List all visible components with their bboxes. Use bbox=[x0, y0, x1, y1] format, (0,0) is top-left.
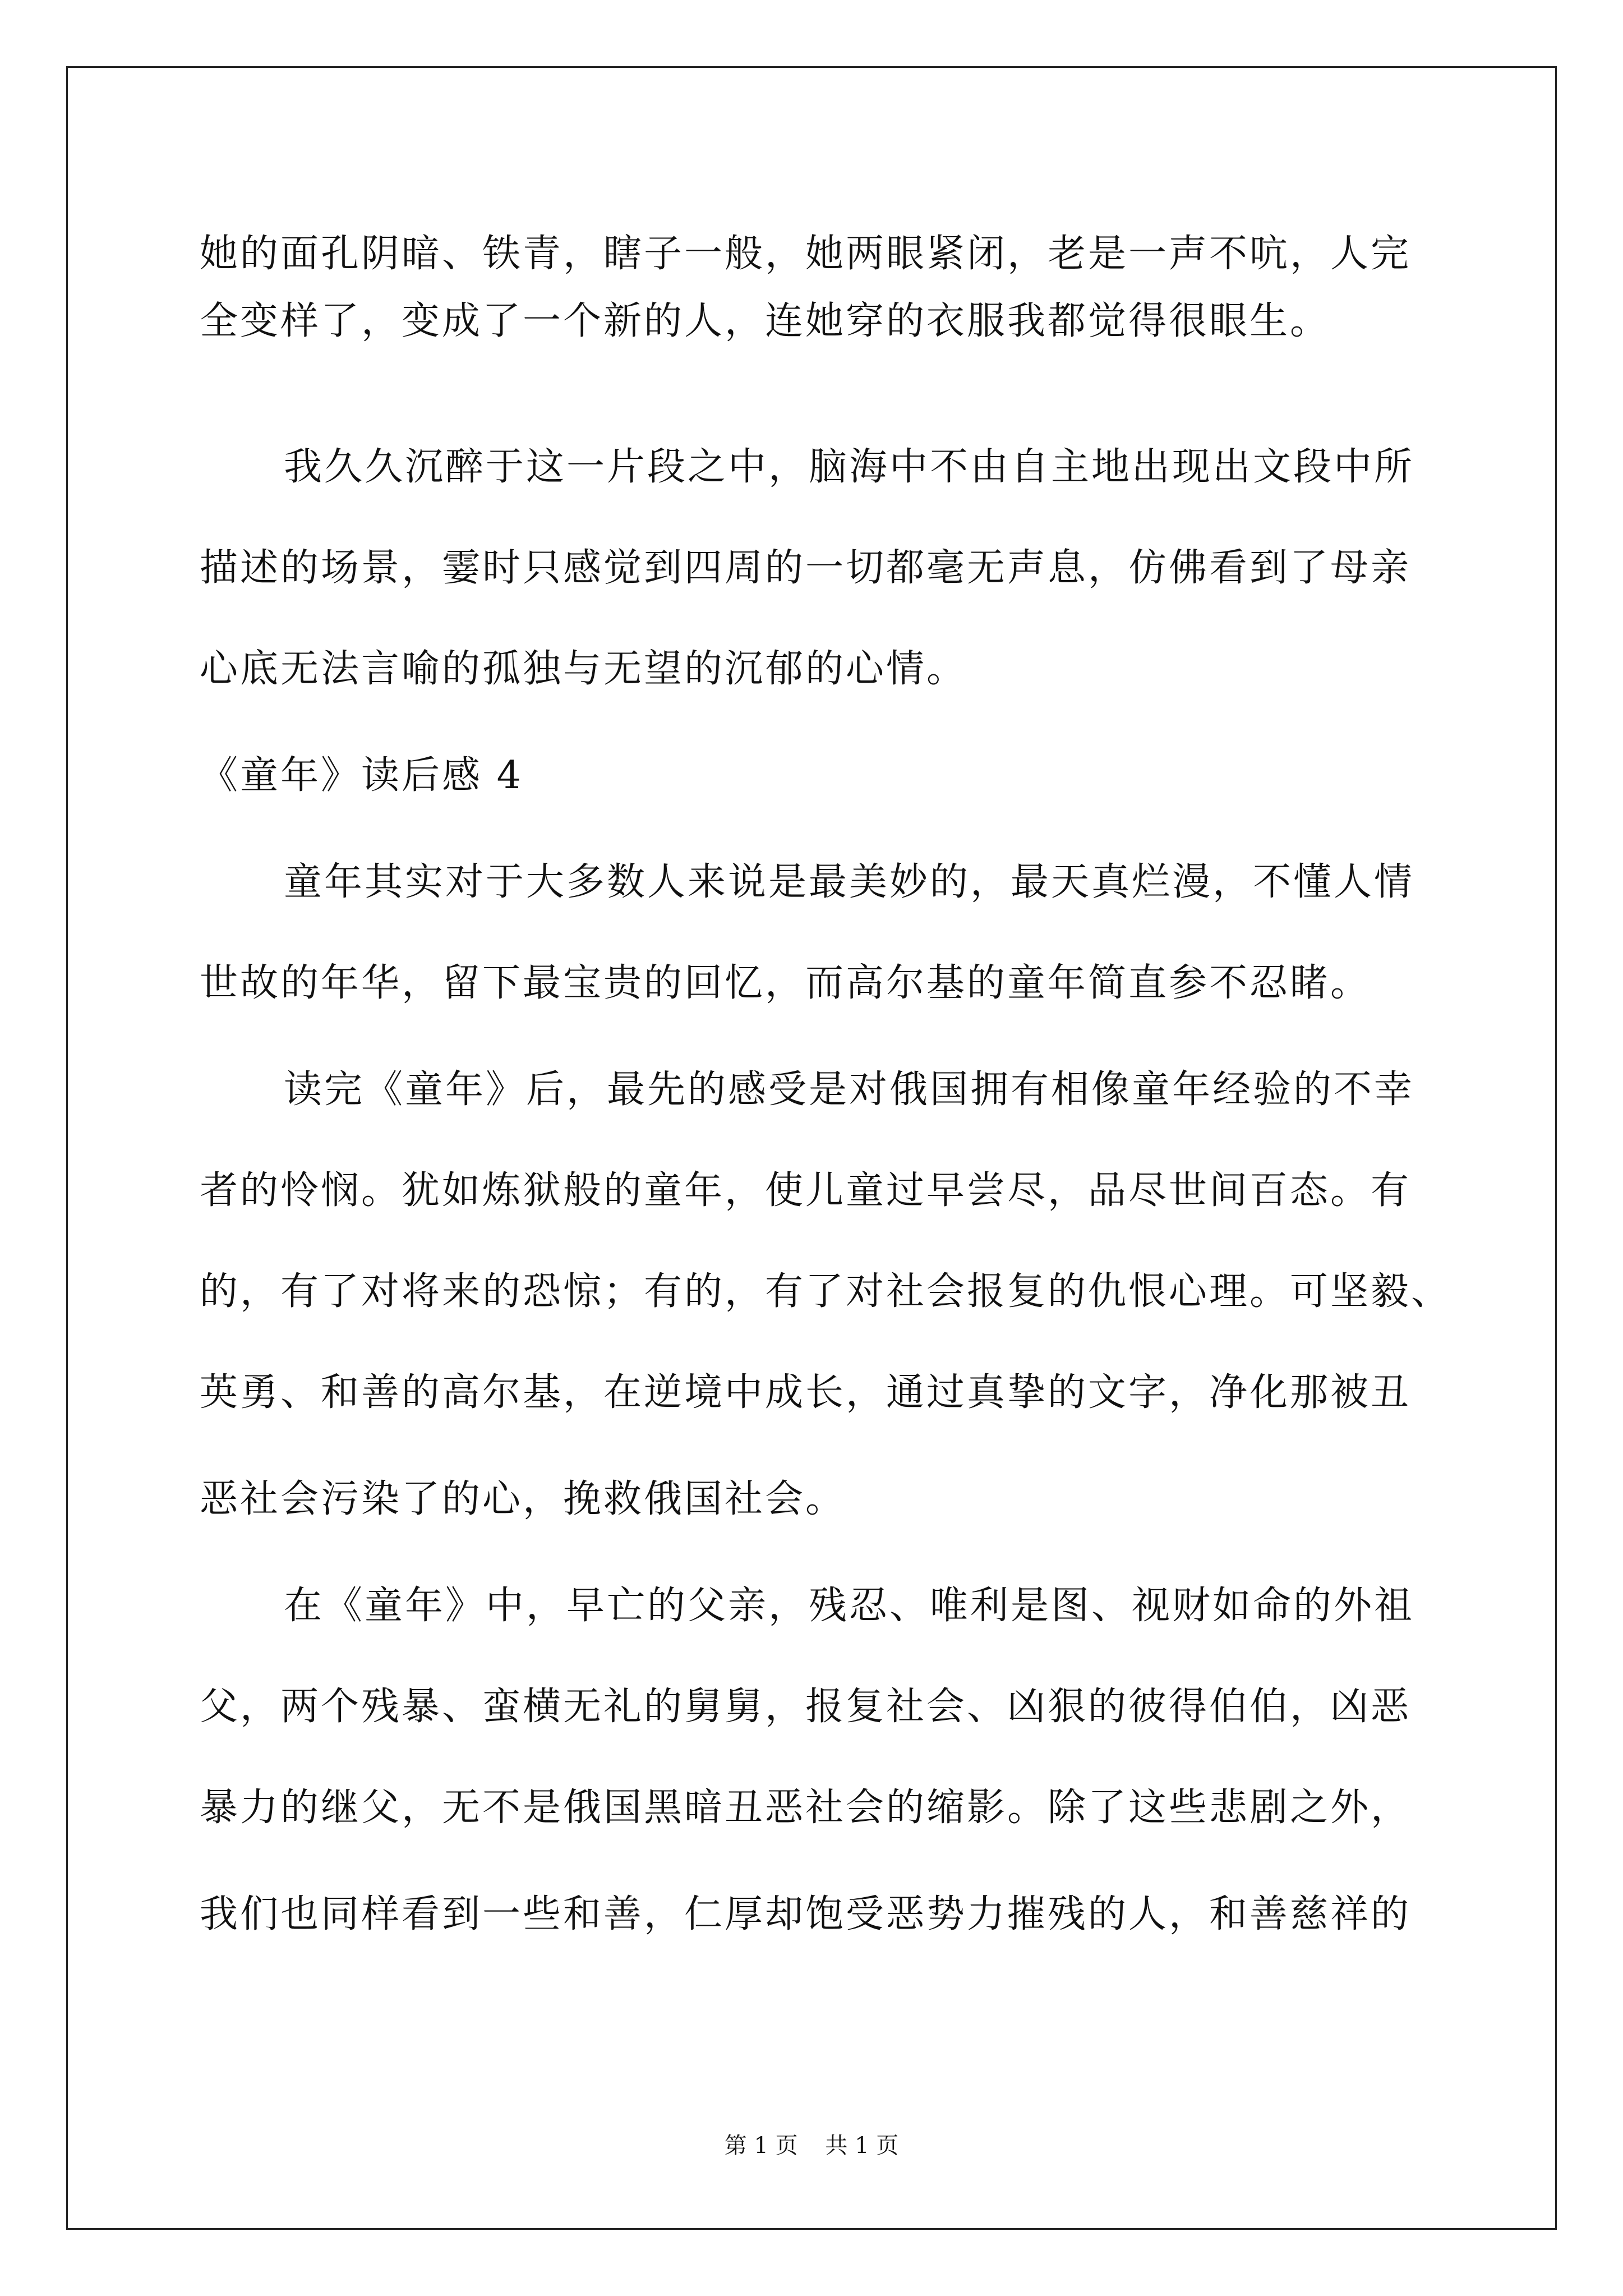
text-line: 暴力的继父，无不是俄国黑暗丑恶社会的缩影。除了这些悲剧之外， bbox=[200, 1786, 1412, 1830]
section-heading: 《童年》读后感 4 bbox=[200, 753, 523, 798]
text-line: 恶社会污染了的心，挽救俄国社会。 bbox=[200, 1477, 846, 1521]
text-line: 的，有了对将来的恐惊；有的，有了对社会报复的仇恨心理。可坚毅、 bbox=[200, 1269, 1452, 1314]
paragraph-start: 我久久沉醉于这一片段之中，脑海中不由自主地出现出文段中所 bbox=[284, 445, 1415, 489]
text-line: 心底无法言喻的孤独与无望的沉郁的心情。 bbox=[200, 647, 967, 691]
text-line: 世故的年华，留下最宝贵的回忆，而高尔基的童年简直参不忍睹。 bbox=[200, 961, 1371, 1005]
text-line: 全变样了，变成了一个新的人，连她穿的衣服我都觉得很眼生。 bbox=[200, 299, 1331, 343]
text-line: 父，两个残暴、蛮横无礼的舅舅，报复社会、凶狠的彼得伯伯，凶恶 bbox=[200, 1685, 1412, 1729]
paragraph-start: 在《童年》中，早亡的父亲，残忍、唯利是图、视财如命的外祖 bbox=[284, 1584, 1415, 1628]
page-footer bbox=[0, 2132, 1623, 2160]
text-line: 我们也同样看到一些和善，仁厚却饱受恶势力摧残的人，和善慈祥的 bbox=[200, 1892, 1412, 1936]
paragraph-start: 读完《童年》后，最先的感受是对俄国拥有相像童年经验的不幸 bbox=[284, 1068, 1415, 1112]
text-line: 描述的场景，霎时只感觉到四周的一切都毫无声息，仿佛看到了母亲 bbox=[200, 546, 1412, 590]
text-line: 者的怜悯。犹如炼狱般的童年，使儿童过早尝尽，品尽世间百态。有 bbox=[200, 1168, 1412, 1213]
paragraph-start: 童年其实对于大多数人来说是最美妙的，最天真烂漫，不懂人情 bbox=[284, 860, 1415, 904]
text-line: 英勇、和善的高尔基，在逆境中成长，通过真挚的文字，净化那被丑 bbox=[200, 1370, 1412, 1415]
page-number: 第 1 页 bbox=[724, 2133, 798, 2159]
page-total: 共 1 页 bbox=[825, 2133, 899, 2159]
text-line: 她的面孔阴暗、铁青，瞎子一般，她两眼紧闭，老是一声不吭，人完 bbox=[200, 232, 1412, 276]
